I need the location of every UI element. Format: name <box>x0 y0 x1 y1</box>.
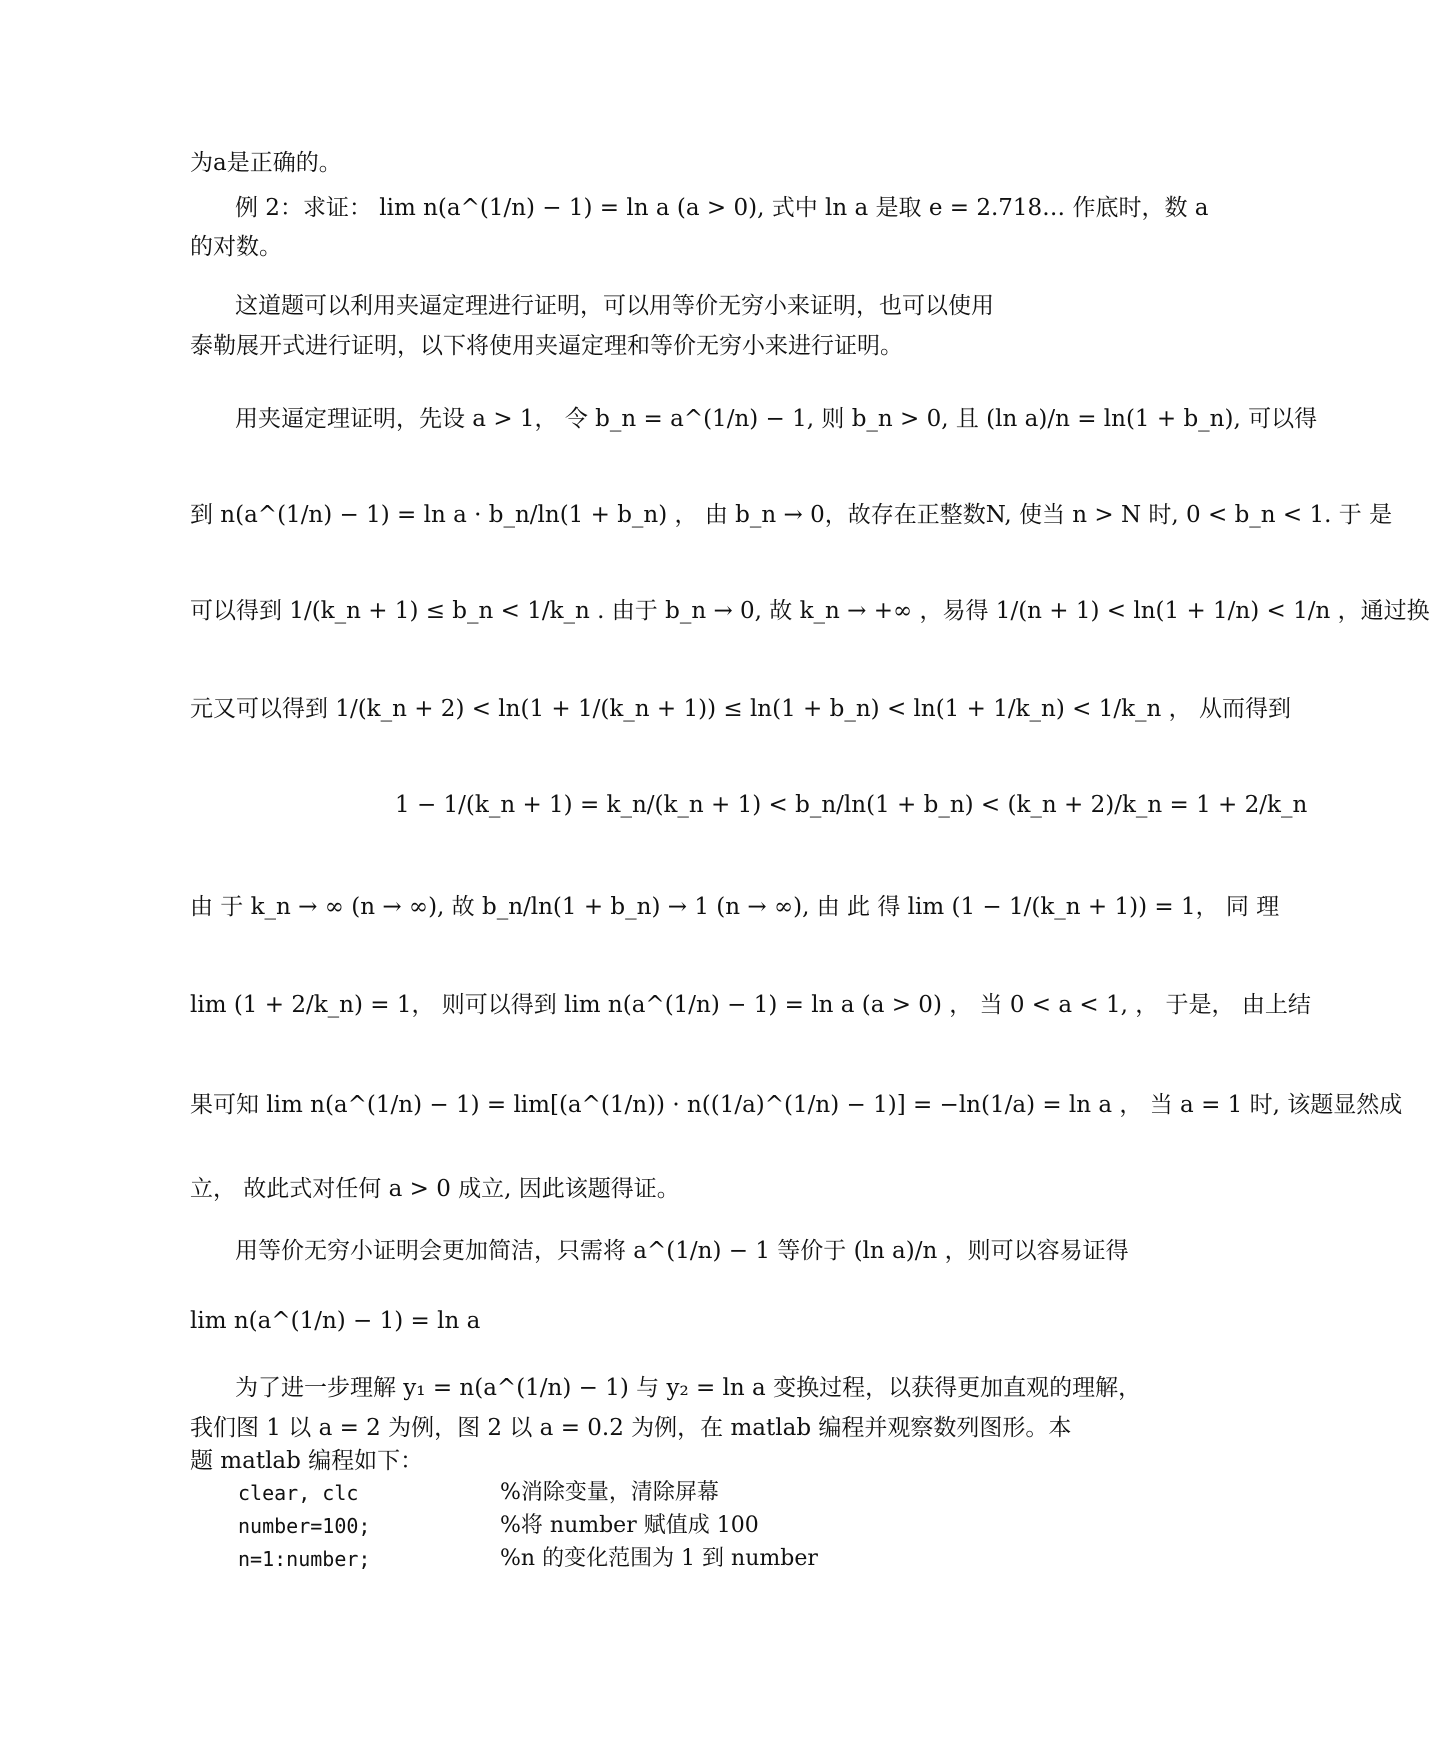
text-line: 泰勒展开式进行证明，以下将使用夹逼定理和等价无穷小来进行证明。 <box>190 333 903 359</box>
code-comment: %将 number 赋值成 100 <box>500 1513 759 1538</box>
text-line: 由 于 k_n → ∞ (n → ∞), 故 b_n/ln(1 + b_n) → 1 (n → ∞), 由 此 得 lim (1 − 1/(k_n + 1)) = 1， 同 理 <box>190 894 1280 920</box>
text-line: 可以得到 1/(k_n + 1) ≤ b_n < 1/k_n . 由于 b_n → 0, 故 k_n → +∞ ，易得 1/(n + 1) < ln(1 + 1/n) < 1/n ，通过换 <box>190 598 1430 624</box>
code-comment: %消除变量，清除屏幕 <box>500 1480 719 1505</box>
text-line: 到 n(a^(1/n) − 1) = ln a · b_n/ln(1 + b_n) ， 由 b_n → 0，故存在正整数N, 使当 n > N 时, 0 < b_n < 1. 于 是 <box>190 502 1393 528</box>
text-line: 题 matlab 编程如下： <box>190 1448 424 1474</box>
text-line: 用等价无穷小证明会更加简洁，只需将 a^(1/n) − 1 等价于 (ln a)/n ，则可以容易证得 <box>235 1238 1129 1264</box>
code-command: number=100; <box>238 1514 371 1538</box>
text-line: 元又可以得到 1/(k_n + 2) < ln(1 + 1/(k_n + 1)) ≤ ln(1 + b_n) < ln(1 + 1/k_n) < 1/k_n ， 从而得到 <box>190 696 1291 722</box>
text-line: 用夹逼定理证明，先设 a > 1， 令 b_n = a^(1/n) − 1, 则 b_n > 0, 且 (ln a)/n = ln(1 + b_n), 可以得 <box>235 406 1318 432</box>
text-line: lim (1 + 2/k_n) = 1， 则可以得到 lim n(a^(1/n) − 1) = ln a (a > 0) ， 当 0 < a < 1, ， 于是， 由上结 <box>190 992 1311 1018</box>
text-line: 为了进一步理解 y₁ = n(a^(1/n) − 1) 与 y₂ = ln a 变换过程，以获得更加直观的理解， <box>235 1375 1142 1401</box>
text-line: 为a是正确的。 <box>190 150 342 176</box>
text-line: 果可知 lim n(a^(1/n) − 1) = lim[(a^(1/n)) · n((1/a)^(1/n) − 1)] = −ln(1/a) = ln a ， 当 a = 1 时, 该题显然成 <box>190 1092 1403 1118</box>
text-line: 的对数。 <box>190 234 282 260</box>
code-command: clear, clc <box>238 1481 359 1505</box>
text-line: lim n(a^(1/n) − 1) = ln a <box>190 1308 481 1334</box>
text-line: 立， 故此式对任何 a > 0 成立, 因此该题得证。 <box>190 1176 680 1202</box>
code-comment: %n 的变化范围为 1 到 number <box>500 1546 818 1571</box>
text-line: 这道题可以利用夹逼定理进行证明，可以用等价无穷小来证明，也可以使用 <box>235 293 994 319</box>
code-command: n=1:number; <box>238 1547 371 1571</box>
text-line: 我们图 1 以 a = 2 为例，图 2 以 a = 0.2 为例，在 matlab 编程并观察数列图形。本 <box>190 1415 1072 1441</box>
text-line: 例 2：求证： lim n(a^(1/n) − 1) = ln a (a > 0), 式中 ln a 是取 e = 2.718… 作底时，数 a <box>235 195 1209 221</box>
display-equation: 1 − 1/(k_n + 1) = k_n/(k_n + 1) < b_n/ln(1 + b_n) < (k_n + 2)/k_n = 1 + 2/k_n <box>395 792 1308 818</box>
